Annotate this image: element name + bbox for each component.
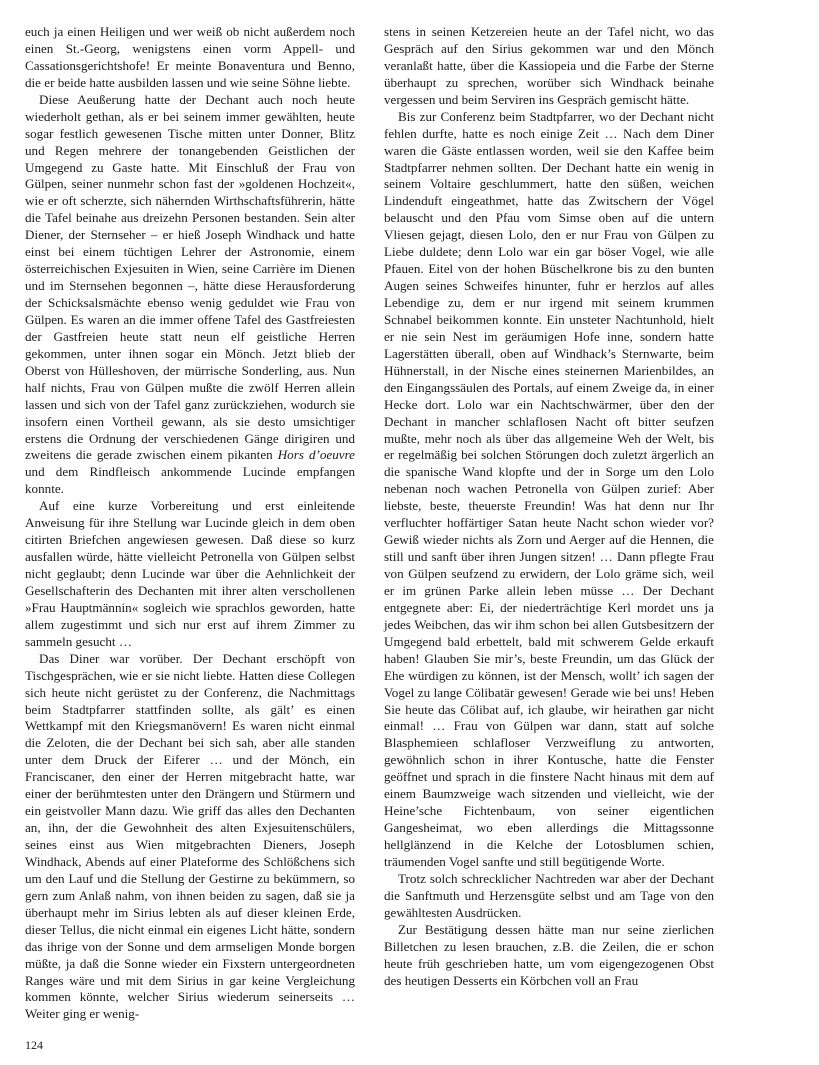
paragraph bbox=[25, 92, 355, 499]
right-text-column bbox=[384, 24, 714, 989]
page-number: 124 bbox=[25, 1038, 43, 1052]
paragraph: Auf eine kurze Vorbereitung und erst einleitende Anweisung für ihre Stellung war Lucinde gleich in dem oben citirten Briefchen angewiesen gewesen. Daß diese so kurz ausfallen würde, hätte vielleicht Petronella von Gülpen selbst nicht geglaubt; denn Lucinde war über die Aehnlichkeit der Gesellschafterin des Dechanten mit ihrer alten verschollenen »Frau Hauptmännin« sogleich wie sprachlos geworden, hatte allem zugestimmt und sich nur erst auf ihrem Zimmer zu sammeln gesucht … bbox=[25, 498, 355, 649]
paragraph: euch ja einen Heiligen und wer weiß ob nicht außerdem noch einen St.-Georg, wenigstens einen vorm Appell- und Cassationsgerichtshofe! Er meinte Bonaventura und Benno, die er beide hatte ausbilden lassen und wie seine Söhne liebte. bbox=[25, 24, 355, 90]
paragraph: Zur Bestätigung dessen hätte man nur seine zierlichen Billetchen zu lesen brauchen, z.B. die Zeilen, die er schon heute früh geschrieben hatte, um vom eigengezogenen Obst des heutigen Desserts ein Körbchen voll an Frau bbox=[384, 921, 714, 988]
paragraph: stens in seinen Ketzereien heute an der Tafel nicht, wo das Gespräch auf den Sirius gekommen war und den Mönch veranlaßt hatte, über die Kassiopeia und die Farbe der Sterne überhaupt zu sprechen, worüber sich Windhack beinahe vergessen und beim Serviren ins Gespräch gemischt hätte. bbox=[384, 24, 714, 107]
paragraph-text: Diese Aeußerung hatte der Dechant auch noch heute wiederholt gethan, als er bei seinem immer gewählten, heute sogar festlich gewesenen Tische mitten unter Donner, Blitz und Regen mehrere der tonangebenden Geistlichen der Umgegend zu Gaste hatte. Mit Einschluß der Frau von Gülpen, seiner nunmehr schon fast der »goldenen Hochzeit«, wie er oft scherzte, sich nähernden Wirthschaftsführerin, hätte die Tafel beinahe aus dreizehn Personen bestanden. Sein alter Diener, der Sternseher – er hieß Joseph Windhack und hatte einst bei einem tüchtigen Lehrer der Astronomie, einem österreichischen Exjesuiten in Wien, seine Carrière im Dienen und im Sternsehen begonnen –, hätte diese Herausforderung der Schicksalsmächte ebenso wenig geduldet wie Frau von Gülpen. Es waren an die immer offene Tafel des Gastfreiesten der Gastfreien heute statt neun elf geistliche Herren gekommen, unter ihnen sogar ein Mönch. Jetzt blieb der Oberst von Hülleshoven, der mürrische Sonderling, aus. Nun half nichts, Frau von Gülpen mußte die zwölf Herren allein lassen und sich von der Tafel ganz zurückziehen, wodurch sie insofern einen Vortheil gewann, als sie desto umsichtiger erstens die Ordnung der verschiedenen Gänge dirigiren und zweitens die gerade zwischen einem pikanten bbox=[25, 91, 355, 463]
paragraph: Das Diner war vorüber. Der Dechant erschöpft von Tischgesprächen, wie er sie nicht liebte. Hatten diese Collegen sich heute nicht gerüstet zu der Conferenz, die Nachmittags beim Stadtpfarrer stattfinden sollte, als gält’ es einen Wettkampf mit den Kriegsmanövern! Es waren nicht einmal die Zeloten, die der Dechant bei sich sah, aber alle standen unter dem Druck der Eiferer … und der Mönch, ein Franciscaner, den einer der Herren mitgebracht hatte, war einer der berühmtesten unter den Drängern und Stürmern und ein geistvoller Mann dazu. Wie griff das alles den Dechanten an, ihn, der die Gewohnheit des alten Exjesuitenschülers, seines einst aus Wien mitgebrachten Dieners, Joseph Windhack, Abends auf einer Plateforme des Schlößchens sich um den Lauf und die Stellung der Gestirne zu bekümmern, so gern zum Anlaß nahm, von ihnen beiden zu sagen, daß sie ja überhaupt mehr im Sirius lebten als auf dieser kleinen Erde, dieser Tellus, die nicht einmal ein eigenes Licht hätte, sondern das ihrige von der Sonne und dem armseligen Monde borgen müßte, ja daß die Sonne wieder ein Fixstern untergeordneten Ranges wäre und mit dem Sirius in gar keine Vergleichung kommen könnte, welcher Sirius wiederum seinerseits … Weiter ging er wenig- bbox=[25, 650, 355, 1022]
paragraph-text-continued: und dem Rindfleisch ankommende Lucinde empfangen konnte. bbox=[25, 464, 355, 497]
paragraph: Trotz solch schrecklicher Nachtreden war aber der Dechant die Sanftmuth und Herzensgüte selbst und am Tage von den gewähltesten Ausdrücken. bbox=[384, 870, 714, 920]
paragraph: Bis zur Conferenz beim Stadtpfarrer, wo der Dechant nicht fehlen durfte, hatte es noch einige Zeit … Nach dem Diner waren die Gäste entlassen worden, weil sie den Kaffee beim Stadtpfarrer nehmen sollten. Der Dechant hatte ein wenig in seinem Voltaire geschlummert, hatte den süßen, weichen Lindenduft eingeathmet, hatte das Zwitschern der Vögel belauscht und den Pfau vom Simse oben auf die untern Vliesen gejagt, diesen Lolo, den er nur Frau von Gülpen zu Liebe duldete; denn Lolo war ein gar böser Vogel, wie alle Pfauen. Eitel von der hohen Büschelkrone bis zu den bunten Augen seines Schweifes hinunter, fuhr er herzlos auf alles Lebendige zu, dem er nur irgend mit seinem krummen Schnabel beikommen konnte. Ein unsteter Nachtunhold, hielt er nie sein Nest im geräumigen Hofe inne, sondern hatte Lagerstätten überall, oben auf Windhack’s Sternwarte, beim Hühnerstall, in der Nische eines steinernen Marienbildes, an den Eingangssäulen des Portals, auf einem Zweige da, in einer Hecke dort. Lolo war ein Nachtschwärmer, über den der Dechant in mancher schlaflosen Nacht oft bitter seufzen mußte, mehr noch als über das allgemeine Weh der Welt, bis er regelmäßig bei solchen Störungen doch zuletzt ärgerlich an die spanische Wand klopfte und der in Sorge um den Lolo nebenan noch wachen Petronella von Gülpen zurief: Aber liebste, beste, theuerste Freundin! Was hat denn nur Ihr verfluchter hoffärtiger Satan heute Nacht schon wieder vor? Gewiß wieder nichts als Zorn und Aerger auf die Hennen, die still und sanft über ihren Jungen sitzen! … Dann pflegte Frau von Gülpen seufzend zu erwidern, der Lolo gräme sich, weil er im grünen Parke allein leben müsse … Der Dechant entgegnete aber: Ei, der niederträchtige Kerl mordet uns ja jedes Weibchen, das wir ihm schon bei allen Gutsbesitzern der Umgegend bald erbettelt, bald mit schwerem Gelde erkauft haben! Glauben Sie mir’s, beste Freundin, um das Glück der Ehe würdigen zu können, ist der Mensch, wollt’ ich sagen der Vogel zu lange Cölibatär gewesen! Gerade wie bei uns! Heben Sie heute das Cölibat auf, ich glaube, wir heirathen gar nicht einmal! … Frau von Gülpen war dann, statt auf solche Blasphemieen schlafloser Verzweiflung zu antworten, gewöhnlich schon in ihrer Kontusche, hatte die Fenster geöffnet und sprach in die finstere Nacht hinaus mit dem auf einem Baumzweige wach sitzenden und vielleicht, wie der Heine’sche Fichtenbaum, von seiner eigentlichen Gangesheimat, wo eben allerdings die Mittagssonne hellglänzend in die Kelche der Lotosblumen schien, träumenden Vogel sanfte und still begütigende Worte. bbox=[384, 108, 714, 869]
italic-phrase: Hors d’oeuvre bbox=[277, 447, 355, 463]
left-text-column bbox=[25, 24, 355, 1023]
